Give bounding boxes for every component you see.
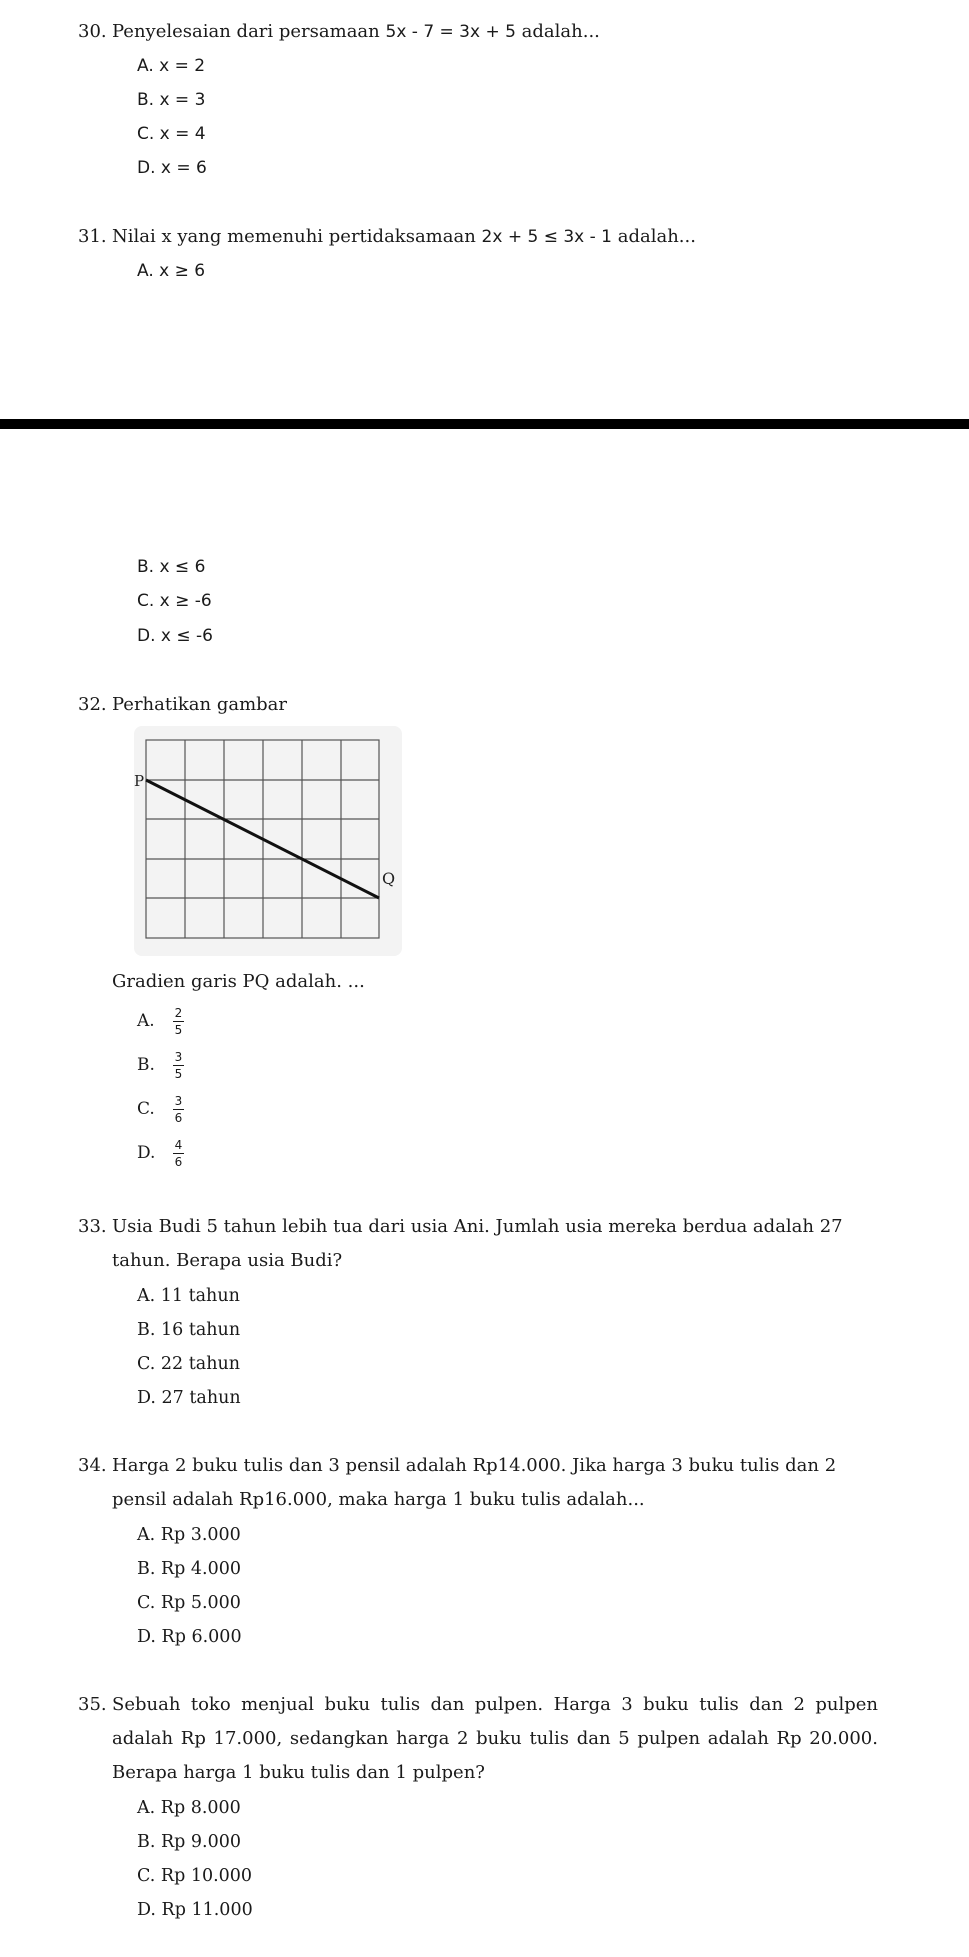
numerator: 4 <box>174 1137 183 1152</box>
question-34 <box>78 1449 878 1517</box>
option-label: B. <box>137 1055 155 1075</box>
option-c[interactable]: C. Rp 10.000 <box>137 1866 253 1886</box>
numerator: 2 <box>174 1005 183 1020</box>
option-a[interactable] <box>137 999 184 1043</box>
page-divider <box>0 419 969 429</box>
question-30 <box>78 15 878 49</box>
option-b[interactable]: B. x = 3 <box>137 90 206 110</box>
equation: 5x - 7 = 3x + 5 <box>385 22 516 42</box>
option-b[interactable]: B. Rp 4.000 <box>137 1559 242 1579</box>
equation: 2x + 5 ≤ 3x - 1 <box>481 227 612 247</box>
question-number: 33. <box>78 1216 107 1237</box>
option-a[interactable]: A. Rp 8.000 <box>137 1798 241 1818</box>
option-d[interactable]: D. x = 6 <box>137 158 207 178</box>
question-text: Nilai x yang memenuhi pertidaksamaan <box>112 226 476 247</box>
option-c[interactable]: C. x = 4 <box>137 124 206 144</box>
option-b[interactable]: B. 16 tahun <box>137 1320 241 1340</box>
question-35 <box>78 1688 878 1790</box>
option-a[interactable]: A. 11 tahun <box>137 1286 240 1306</box>
question-text: Perhatikan gambar <box>112 694 288 715</box>
fraction <box>173 1050 184 1081</box>
option-d[interactable]: D. Rp 6.000 <box>137 1627 242 1647</box>
point-q-label: Q <box>382 869 396 888</box>
option-b[interactable] <box>137 1043 184 1087</box>
question-32 <box>78 688 878 722</box>
option-d[interactable]: D. x ≤ -6 <box>137 626 213 646</box>
option-a[interactable]: A. Rp 3.000 <box>137 1525 241 1545</box>
option-c[interactable] <box>137 1087 184 1131</box>
question-suffix: adalah... <box>617 226 696 247</box>
fraction-bar <box>173 1065 184 1066</box>
point-p-label: P <box>134 772 145 790</box>
option-b[interactable]: B. x ≤ 6 <box>137 557 206 577</box>
fraction-bar <box>173 1021 184 1022</box>
option-b[interactable]: B. Rp 9.000 <box>137 1832 242 1852</box>
denominator: 5 <box>174 1022 183 1037</box>
question-prompt <box>112 965 912 999</box>
option-label: D. <box>137 1143 156 1163</box>
option-d[interactable] <box>137 1131 184 1175</box>
fraction <box>173 1006 184 1037</box>
option-c[interactable]: C. 22 tahun <box>137 1354 241 1374</box>
fraction <box>173 1094 184 1125</box>
prompt-text: Gradien garis PQ adalah. ... <box>112 971 365 992</box>
grid-figure <box>134 726 402 956</box>
question-31 <box>78 220 878 254</box>
question-text: Harga 2 buku tulis dan 3 pensil adalah Rp14.000. Jika harga 3 buku tulis dan 2 pensil adalah Rp16.000, maka harga 1 buku tulis adalah... <box>112 1455 837 1510</box>
denominator: 6 <box>174 1154 183 1169</box>
numerator: 3 <box>174 1049 183 1064</box>
fraction-bar <box>173 1109 184 1110</box>
question-text: Sebuah toko menjual buku tulis dan pulpen. Harga 3 buku tulis dan 2 pulpen adalah Rp 17.000, sedangkan harga 2 buku tulis dan 5 pulpen adalah Rp 20.000. Berapa harga 1 buku tulis dan 1 pulpen? <box>112 1694 878 1783</box>
question-text: Penyelesaian dari persamaan <box>112 21 380 42</box>
question-number: 31. <box>78 226 107 247</box>
numerator: 3 <box>174 1093 183 1108</box>
denominator: 6 <box>174 1110 183 1125</box>
option-label: A. <box>137 1011 155 1031</box>
grid-line-diagram <box>134 726 402 956</box>
denominator: 5 <box>174 1066 183 1081</box>
option-c[interactable]: C. Rp 5.000 <box>137 1593 241 1613</box>
option-a[interactable]: A. x ≥ 6 <box>137 261 206 281</box>
question-suffix: adalah... <box>521 21 600 42</box>
option-a[interactable]: A. x = 2 <box>137 56 206 76</box>
question-text: Usia Budi 5 tahun lebih tua dari usia Ani. Jumlah usia mereka berdua adalah 27 tahun. Berapa usia Budi? <box>112 1216 843 1271</box>
question-number: 30. <box>78 21 107 42</box>
option-label: C. <box>137 1099 155 1119</box>
fraction <box>173 1138 184 1169</box>
question-33 <box>78 1210 878 1278</box>
question-number: 32. <box>78 694 107 715</box>
fraction-bar <box>173 1153 184 1154</box>
option-d[interactable]: D. 27 tahun <box>137 1388 241 1408</box>
option-d[interactable]: D. Rp 11.000 <box>137 1900 253 1920</box>
question-number: 35. <box>78 1694 107 1715</box>
question-number: 34. <box>78 1455 107 1476</box>
option-c[interactable]: C. x ≥ -6 <box>137 591 212 611</box>
